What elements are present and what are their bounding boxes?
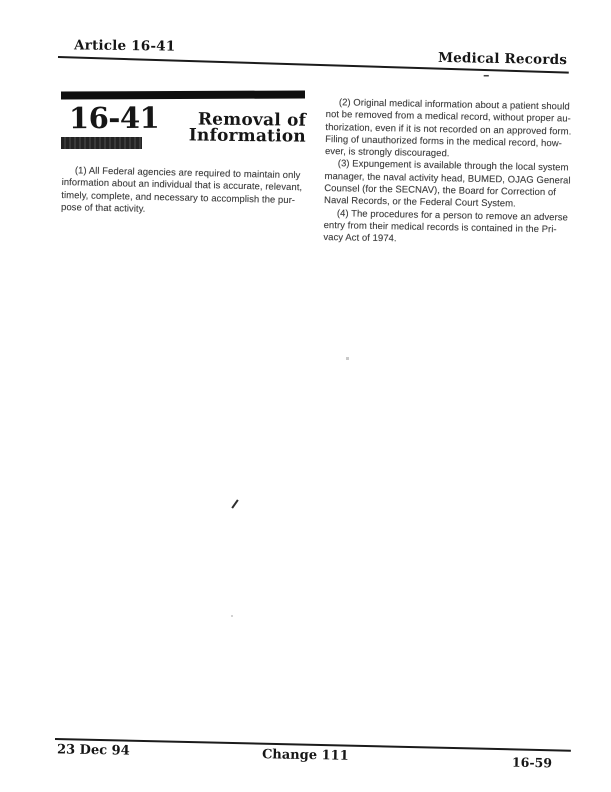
text-line: timely, complete, and necessary to accomplish the pur- bbox=[61, 189, 296, 206]
footer-page-number: 16-59 bbox=[511, 754, 553, 771]
footer-change-number: Change 111 bbox=[261, 747, 349, 764]
paragraph-2 bbox=[325, 97, 578, 163]
paragraph-1 bbox=[61, 165, 318, 220]
text-line: manager, the naval activity head, BUMED, OJAG General bbox=[324, 170, 571, 187]
text-line: information about an individual that is accurate, relevant, bbox=[61, 177, 303, 194]
left-column bbox=[61, 165, 318, 220]
text-line: entry from their medical records is contained in the Pri- bbox=[323, 219, 557, 236]
footer-date: 23 Dec 94 bbox=[56, 742, 130, 759]
section-title-line: Removal of bbox=[197, 109, 307, 131]
text-line: pose of that activity. bbox=[60, 201, 146, 215]
section-top-bar bbox=[61, 90, 305, 99]
section-title bbox=[180, 109, 307, 147]
text-line: thorization, even if it is not recorded on an approved form. bbox=[325, 121, 572, 138]
text-line: vacy Act of 1974. bbox=[323, 232, 397, 245]
text-line: Naval Records, or the Federal Court System. bbox=[323, 195, 516, 210]
text-line: Filing of unauthorized forms in the medical record, how- bbox=[325, 133, 563, 150]
scan-artifact-slash bbox=[231, 499, 238, 508]
scan-artifact-speck bbox=[346, 357, 349, 360]
text-line: Counsel (for the SECNAV), the Board for Correction of bbox=[324, 183, 557, 199]
text-line: (2) Original medical information about a patient should bbox=[338, 97, 570, 113]
text-line: (3) Expungement is available through the local system bbox=[337, 158, 569, 174]
text-line: (1) All Federal agencies are required to maintain only bbox=[74, 165, 301, 182]
header-dash-mark: – bbox=[483, 68, 490, 83]
text-line: not be removed from a medical record, without proper au- bbox=[325, 109, 571, 125]
section-underline-bar bbox=[61, 137, 142, 149]
text-line: (4) The procedures for a person to remove an adverse bbox=[336, 207, 569, 224]
paragraph-3 bbox=[324, 158, 577, 212]
text-line: ever, is strongly discouraged. bbox=[324, 146, 450, 160]
section-number: 16-41 bbox=[68, 100, 160, 136]
section-title-line: Information bbox=[188, 124, 307, 147]
running-header-article: Article 16-41 bbox=[73, 37, 176, 55]
paragraph-4 bbox=[323, 208, 576, 250]
scan-artifact-speck bbox=[231, 615, 233, 617]
running-header-title: Medical Records bbox=[437, 49, 568, 69]
right-column bbox=[323, 97, 578, 249]
